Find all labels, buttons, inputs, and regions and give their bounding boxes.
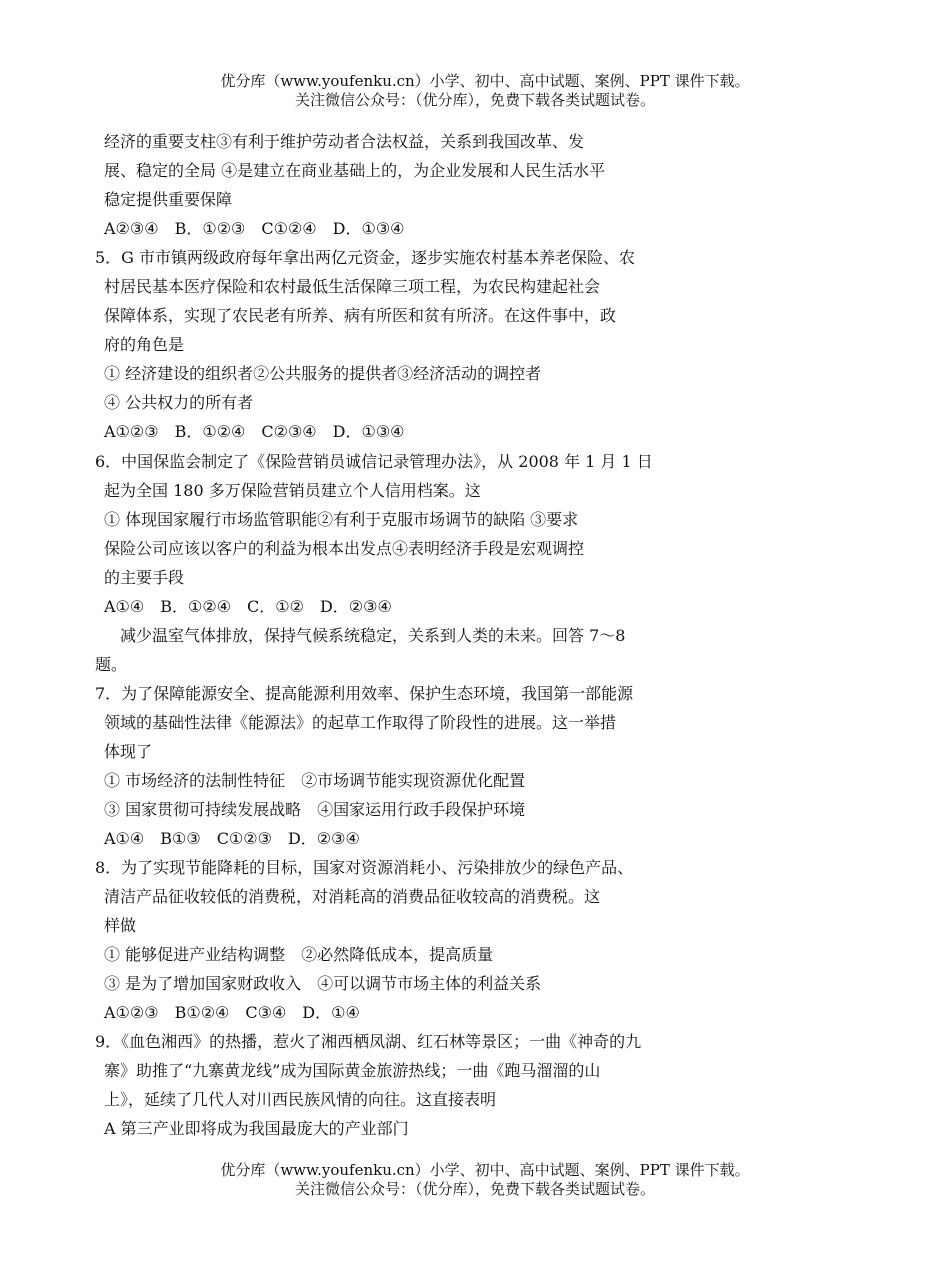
body-line: 稳定提供重要保障	[104, 190, 233, 209]
footer-line-2: 关注微信公众号：（优分库），免费下载各类试题试卷。	[294, 1180, 655, 1198]
answer-options: A①②③ B①②④ C③④ D．①④	[104, 1003, 360, 1022]
header-line-2: 关注微信公众号：（优分库），免费下载各类试题试卷。	[294, 91, 655, 109]
question-9-line: 9．《血色湘西》的热播，惹火了湘西栖凤湖、红石林等景区；一曲《神奇的九	[95, 1032, 642, 1051]
body-line: 展、稳定的全局 ④是建立在商业基础上的，为企业发展和人民生活水平	[104, 161, 606, 180]
question-8-line: 8．为了实现节能降耗的目标，国家对资源消耗小、污染排放少的绿色产品、	[95, 858, 634, 877]
question-7-line: 7．为了保障能源安全、提高能源利用效率、保护生态环境，我国第一部能源	[95, 684, 634, 703]
answer-options: A①④ B①③ C①②③ D．②③④	[104, 829, 360, 848]
body-line: 上》，延续了几代人对川西民族风情的向往。这直接表明	[104, 1090, 497, 1109]
body-line: 保障体系，实现了农民老有所养、病有所医和贫有所济。在这件事中，政	[104, 306, 617, 325]
body-line: 保险公司应该以客户的利益为根本出发点④表明经济手段是宏观调控	[104, 539, 585, 558]
answer-options: A①②③ B．①②④ C②③④ D．①③④	[104, 422, 405, 441]
body-line: 清洁产品征收较低的消费税，对消耗高的消费品征收较高的消费税。这	[104, 887, 601, 906]
passage-intro: 减少温室气体排放，保持气候系统稳定，关系到人类的未来。回答 7～8	[104, 626, 626, 645]
body-line: 府的角色是	[104, 335, 185, 354]
question-5-line: 5．G 市市镇两级政府每年拿出两亿元资金，逐步实施农村基本养老保险、农	[95, 248, 636, 267]
body-line: ③ 是为了增加国家财政收入 ④可以调节市场主体的利益关系	[104, 974, 542, 993]
answer-options: A①④ B．①②④ C．①② D．②③④	[104, 597, 392, 616]
body-line: ① 市场经济的法制性特征 ②市场调节能实现资源优化配置	[104, 771, 526, 790]
body-line: 体现了	[104, 742, 153, 761]
answer-option-a: A 第三产业即将成为我国最庞大的产业部门	[104, 1119, 409, 1138]
body-line: 起为全国 180 多万保险营销员建立个人信用档案。这	[104, 481, 481, 500]
body-line: 的主要手段	[104, 568, 185, 587]
body-line: ① 体现国家履行市场监管职能②有利于克服市场调节的缺陷 ③要求	[104, 510, 579, 529]
body-line: ④ 公共权力的所有者	[104, 393, 254, 412]
page-footer	[0, 1161, 950, 1199]
question-6-line: 6．中国保监会制定了《保险营销员诚信记录管理办法》，从 2008 年 1 月 1 日	[95, 452, 653, 471]
body-line: 样做	[104, 916, 137, 935]
page-header	[0, 72, 950, 110]
footer-line-1: 优分库（www.youfenku.cn）小学、初中、高中试题、案例、PPT 课件下载。	[220, 1161, 750, 1179]
body-line: ③ 国家贯彻可持续发展战略 ④国家运用行政手段保护环境	[104, 800, 526, 819]
body-line: ① 经济建设的组织者②公共服务的提供者③经济活动的调控者	[104, 364, 542, 383]
body-line: 寨》助推了“九寨黄龙线”成为国际黄金旅游热线；一曲《跑马溜溜的山	[104, 1061, 601, 1080]
body-line: 村居民基本医疗保险和农村最低生活保障三项工程，为农民构建起社会	[104, 277, 601, 296]
body-line: 经济的重要支柱③有利于维护劳动者合法权益，关系到我国改革、发	[104, 132, 585, 151]
body-line: 领域的基础性法律《能源法》的起草工作取得了阶段性的进展。这一举措	[104, 713, 617, 732]
body-line: 题。	[95, 655, 128, 674]
answer-options: A②③④ B．①②③ C①②④ D．①③④	[104, 219, 405, 238]
header-line-1: 优分库（www.youfenku.cn）小学、初中、高中试题、案例、PPT 课件下载。	[220, 72, 750, 90]
body-line: ① 能够促进产业结构调整 ②必然降低成本，提高质量	[104, 945, 494, 964]
